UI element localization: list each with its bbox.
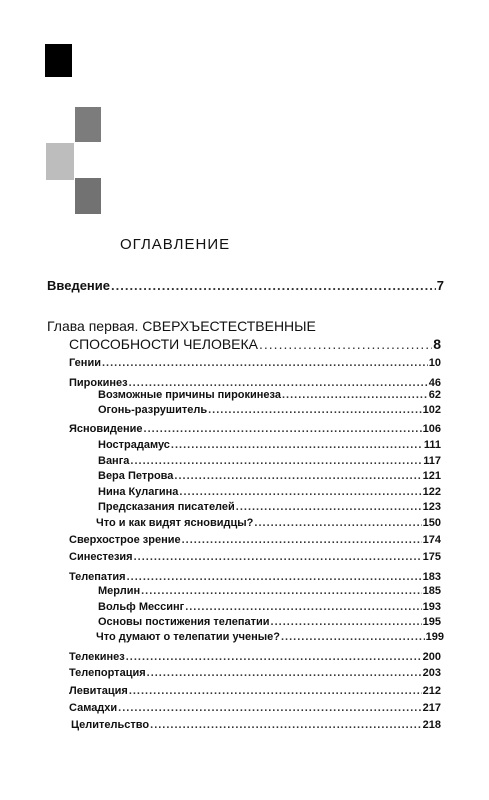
toc-leader-dots [141, 586, 422, 597]
toc-entry-page: 203 [422, 667, 441, 679]
toc-leader-dots [171, 440, 423, 451]
toc-leader-dots [127, 572, 422, 583]
toc-heading: ОГЛАВЛЕНИЕ [120, 236, 231, 253]
toc-leader-dots [150, 720, 422, 731]
toc-entry[interactable] [98, 502, 441, 513]
toc-entry-page: 218 [422, 719, 441, 731]
toc-entry-title: Сверхострое зрение [69, 534, 181, 546]
toc-entry-page: 111 [423, 439, 441, 451]
toc-entry-page: 62 [428, 389, 441, 401]
toc-entry-page: 183 [422, 571, 441, 583]
toc-entry-title: Самадхи [69, 702, 118, 714]
toc-entry[interactable] [69, 378, 441, 389]
toc-entry[interactable] [69, 652, 441, 663]
toc-entry-page: 193 [422, 601, 441, 613]
toc-entry-title: Введение [47, 278, 110, 293]
toc-entry-title: Что думают о телепатии ученые? [96, 631, 280, 643]
toc-entry[interactable] [98, 471, 441, 482]
toc-entry[interactable] [69, 572, 441, 583]
toc-leader-dots [236, 502, 422, 513]
toc-entry-title: Нострадамус [98, 439, 170, 451]
toc-entry[interactable] [96, 518, 441, 529]
toc-entry-title: Синестезия [69, 551, 133, 563]
toc-leader-dots [179, 487, 421, 498]
toc-leader-dots [102, 358, 428, 369]
toc-entry-title: Вера Петрова [98, 470, 174, 482]
toc-entry-page: 175 [422, 551, 441, 563]
toc-entry-title: Гении [69, 357, 101, 369]
toc-leader-dots [254, 518, 421, 529]
toc-entry-page: 8 [433, 336, 441, 352]
toc-entry-page: 150 [422, 517, 441, 529]
toc-leader-dots [259, 337, 432, 351]
toc-entry-page: 174 [422, 534, 441, 546]
toc-entry-title: Ясновидение [69, 423, 143, 435]
toc-entry-title: Телепатия [69, 571, 126, 583]
decorative-square-gray-light [46, 143, 74, 180]
toc-leader-dots [126, 652, 422, 663]
decorative-square-black [45, 44, 72, 77]
chapter-title: Глава первая. СВЕРХЪЕСТЕСТВЕННЫЕ [47, 318, 316, 334]
toc-entry[interactable] [98, 440, 441, 451]
toc-entry[interactable] [98, 586, 441, 597]
toc-entry-title: Левитация [69, 685, 128, 697]
toc-entry[interactable] [69, 358, 441, 369]
toc-leader-dots [129, 686, 422, 697]
toc-entry-page: 102 [422, 404, 441, 416]
toc-leader-dots [129, 378, 428, 389]
toc-entry[interactable] [98, 617, 441, 628]
toc-entry-page: 106 [422, 423, 441, 435]
toc-leader-dots [208, 405, 422, 416]
toc-entry[interactable] [98, 390, 441, 401]
toc-leader-dots [282, 390, 428, 401]
toc-entry-page: 200 [422, 651, 441, 663]
toc-entry-page: 185 [422, 585, 441, 597]
toc-entry-title: Целительство [71, 719, 150, 731]
toc-entry[interactable] [98, 456, 441, 467]
toc-leader-dots [111, 279, 436, 292]
toc-entry-title: Мерлин [98, 585, 141, 597]
toc-entry-page: 122 [422, 486, 441, 498]
toc-leader-dots [174, 471, 421, 482]
toc-leader-dots [281, 632, 425, 643]
toc-leader-dots [271, 617, 422, 628]
toc-leader-dots [182, 535, 422, 546]
toc-entry[interactable] [69, 686, 441, 697]
toc-entry-title: СПОСОБНОСТИ ЧЕЛОВЕКА [69, 336, 259, 352]
toc-leader-dots [185, 602, 421, 613]
toc-entry[interactable] [98, 602, 441, 613]
toc-entry[interactable] [71, 720, 441, 731]
toc-entry-page: 7 [436, 278, 444, 293]
toc-entry-title: Предсказания писателей [98, 501, 235, 513]
toc-leader-dots [144, 424, 422, 435]
toc-entry-title: Огонь-разрушитель [98, 404, 208, 416]
toc-entry-page: 123 [422, 501, 441, 513]
toc-entry[interactable] [69, 703, 441, 714]
toc-entry[interactable] [47, 279, 444, 292]
toc-entry-title: Пирокинез [69, 377, 128, 389]
toc-entry[interactable] [98, 405, 441, 416]
toc-entry[interactable] [69, 337, 441, 351]
toc-entry-page: 10 [428, 357, 441, 369]
toc-entry-title: Телепортация [69, 667, 146, 679]
toc-entry-page: 121 [422, 470, 441, 482]
toc-entry[interactable] [69, 535, 441, 546]
toc-entry-title: Возможные причины пирокинеза [98, 389, 281, 401]
toc-leader-dots [134, 552, 422, 563]
toc-entry-title: Вольф Мессинг [98, 601, 185, 613]
toc-entry[interactable] [69, 424, 441, 435]
toc-entry-page: 195 [422, 616, 441, 628]
toc-entry-title: Основы постижения телепатии [98, 616, 270, 628]
toc-entry[interactable] [69, 668, 441, 679]
toc-entry-page: 199 [425, 631, 444, 643]
toc-entry[interactable] [96, 632, 444, 643]
toc-entry-page: 117 [423, 455, 441, 467]
toc-entry-title: Ванга [98, 455, 130, 467]
toc-entry-title: Телекинез [69, 651, 125, 663]
decorative-square-gray-top [75, 107, 101, 142]
toc-entry-page: 212 [422, 685, 441, 697]
toc-entry-title: Что и как видят ясновидцы? [96, 517, 254, 529]
toc-leader-dots [130, 456, 422, 467]
toc-entry-title: Нина Кулагина [98, 486, 179, 498]
toc-leader-dots [118, 703, 421, 714]
decorative-square-gray-bottom [75, 178, 101, 214]
toc-entry-page: 46 [428, 377, 441, 389]
toc-leader-dots [147, 668, 422, 679]
toc-entry-page: 217 [422, 702, 441, 714]
toc-entry[interactable] [69, 552, 441, 563]
toc-entry[interactable] [98, 487, 441, 498]
